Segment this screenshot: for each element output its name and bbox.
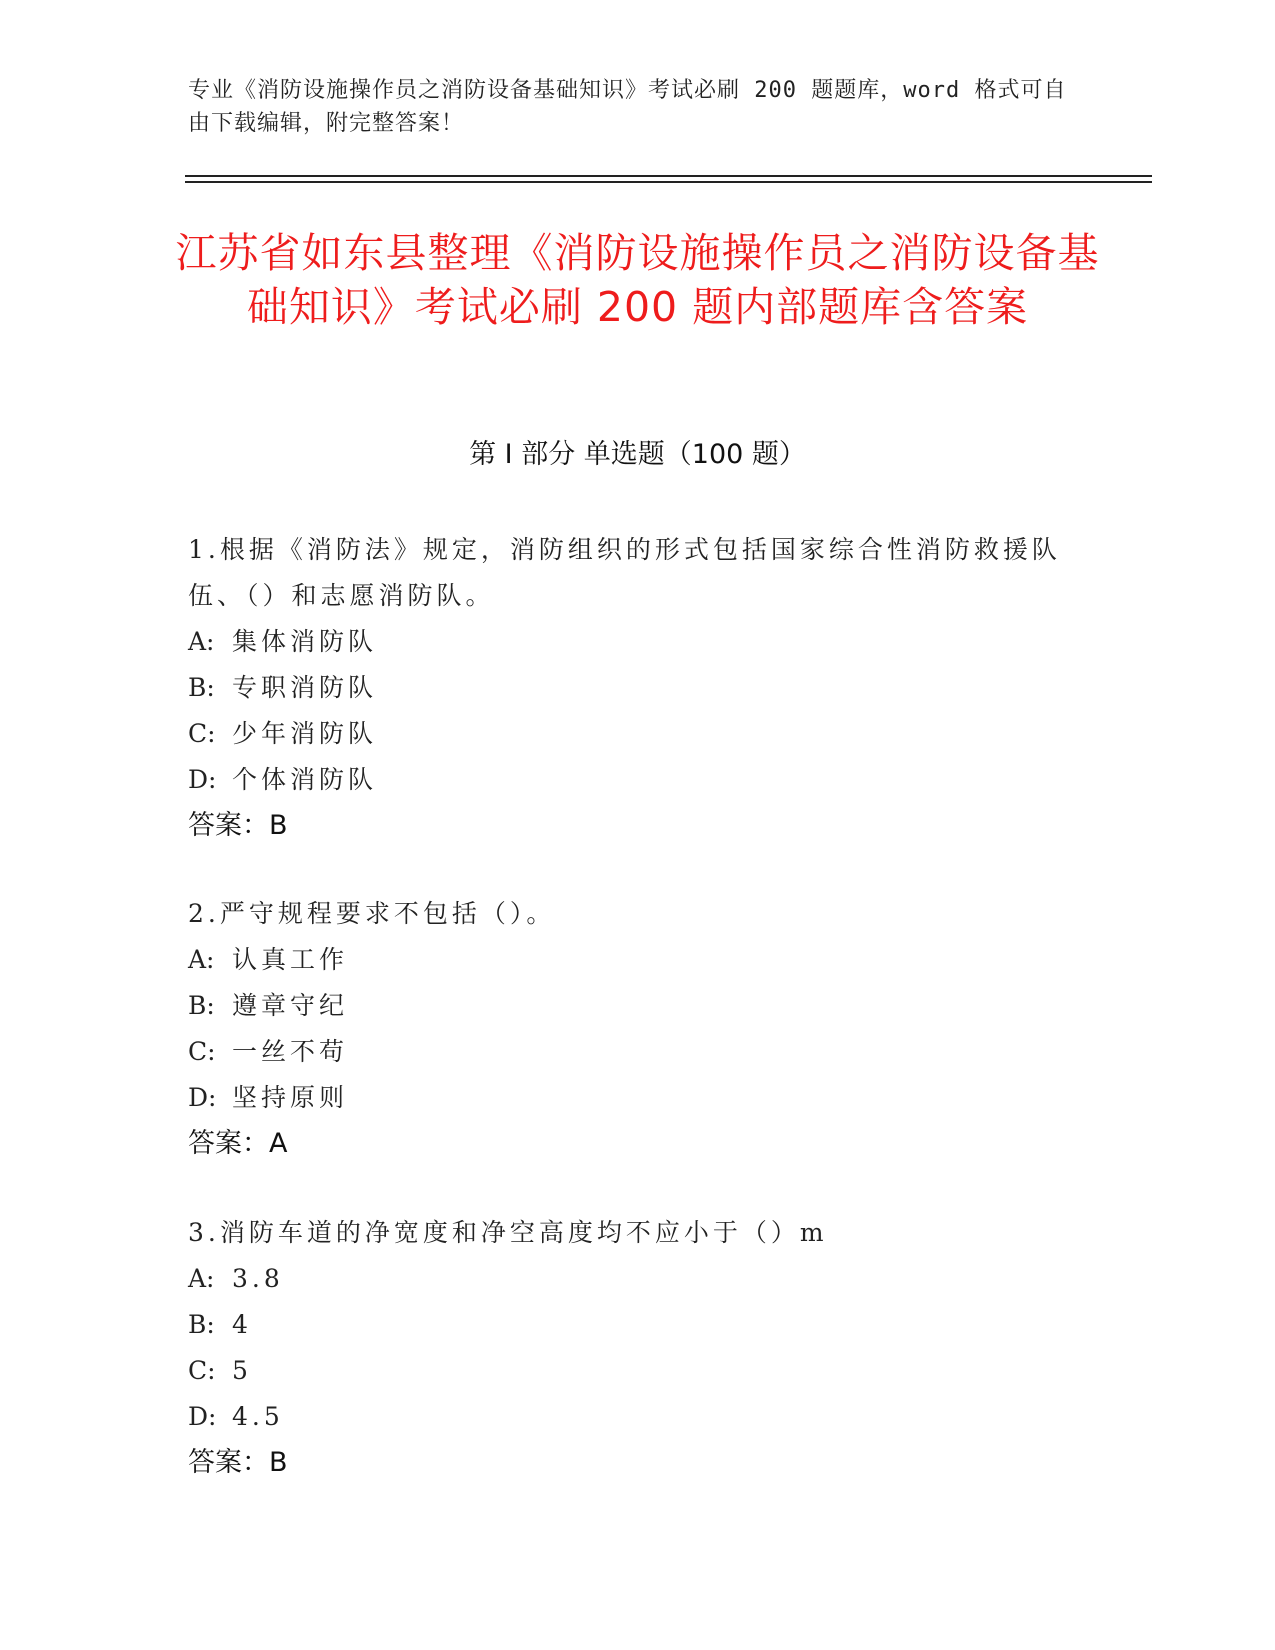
option-key: D: <box>188 1402 217 1431</box>
option-a <box>188 1256 1068 1302</box>
option-b <box>188 983 1068 1029</box>
question-text: 2.严守规程要求不包括（）。 <box>188 899 556 928</box>
option-text: 认真工作 <box>232 945 349 974</box>
question-1 <box>188 527 1068 849</box>
option-key: B: <box>188 991 215 1020</box>
option-key: A: <box>188 1264 215 1293</box>
option-key: A: <box>188 945 215 974</box>
answer: 答案：B <box>188 810 288 841</box>
header-divider-top <box>185 175 1152 177</box>
option-text: 坚持原则 <box>232 1083 349 1112</box>
option-b <box>188 665 1068 711</box>
option-text: 遵章守纪 <box>232 991 349 1020</box>
option-text: 个体消防队 <box>232 765 378 794</box>
option-key: A: <box>188 627 215 656</box>
question-text: 1.根据《消防法》规定，消防组织的形式包括国家综合性消防救援队伍、（）和志愿消防队。 <box>188 535 1061 610</box>
option-c <box>188 1348 1068 1394</box>
option-text: 专职消防队 <box>232 673 378 702</box>
header-divider-bottom <box>185 181 1152 183</box>
section-heading: 第 I 部分 单选题（100 题） <box>469 439 806 470</box>
option-c <box>188 711 1068 757</box>
option-a <box>188 937 1068 983</box>
option-text: 少年消防队 <box>232 719 378 748</box>
option-c <box>188 1029 1068 1075</box>
question-2 <box>188 891 1068 1167</box>
option-text: 一丝不苟 <box>232 1037 349 1066</box>
option-key: C: <box>188 719 216 748</box>
option-key: C: <box>188 1037 216 1066</box>
option-d <box>188 757 1068 803</box>
option-key: D: <box>188 765 217 794</box>
answer: 答案：B <box>188 1447 288 1478</box>
question-3 <box>188 1210 1068 1486</box>
option-text: 4 <box>232 1310 252 1339</box>
option-key: B: <box>188 1310 215 1339</box>
option-key: C: <box>188 1356 216 1385</box>
option-text: 5 <box>232 1356 252 1385</box>
answer: 答案：A <box>188 1128 288 1159</box>
question-text: 3.消防车道的净宽度和净空高度均不应小于（）m <box>188 1218 828 1247</box>
option-text: 集体消防队 <box>232 627 378 656</box>
option-a <box>188 619 1068 665</box>
option-b <box>188 1302 1068 1348</box>
header-note: 专业《消防设施操作员之消防设备基础知识》考试必刷 200 题题库，word 格式可自由下载编辑，附完整答案！ <box>188 78 1067 136</box>
option-key: B: <box>188 673 215 702</box>
option-d <box>188 1394 1068 1440</box>
option-text: 3.8 <box>232 1264 284 1293</box>
option-key: D: <box>188 1083 217 1112</box>
option-text: 4.5 <box>232 1402 284 1431</box>
option-d <box>188 1075 1068 1121</box>
document-title: 江苏省如东县整理《消防设施操作员之消防设备基础知识》考试必刷 200 题内部题库含答案 <box>175 229 1100 331</box>
